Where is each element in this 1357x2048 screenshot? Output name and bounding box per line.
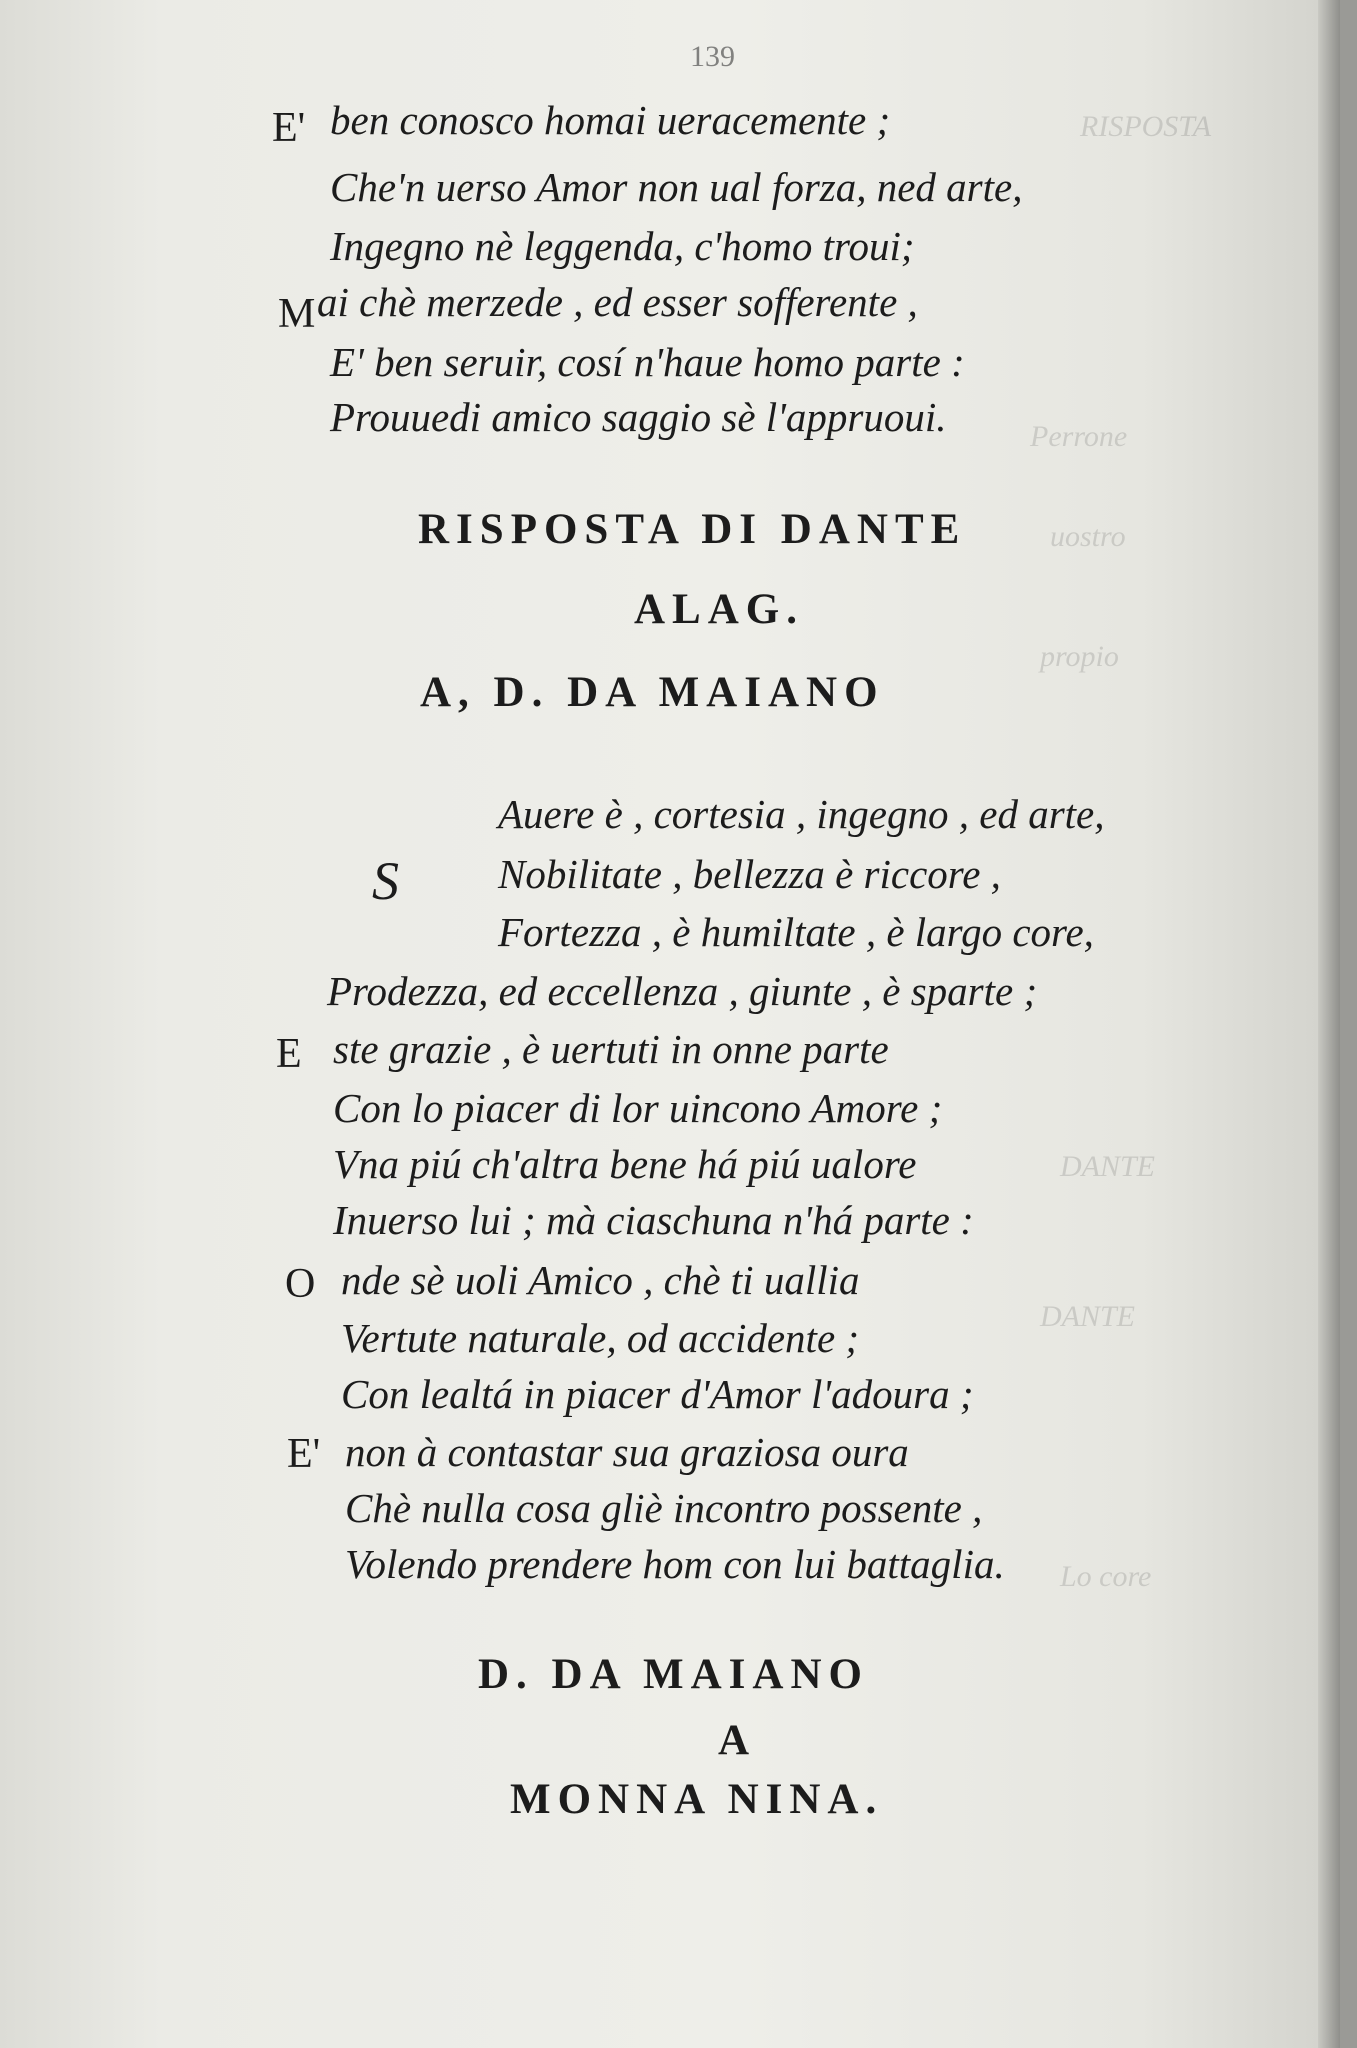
show-through: RISPOSTA [1080,110,1212,143]
verse-line: nde sè uoli Amico , chè ti uallia [341,1257,860,1303]
initial-letter: O [285,1261,316,1307]
verse-line: Inuerso lui ; mà ciaschuna n'há parte : [333,1197,974,1243]
verse-line: Che'n uerso Amor non ual forza, ned arte, [330,164,1023,210]
show-through: uostro [1050,520,1126,553]
initial-letter: E [276,1031,302,1077]
verse-line: ai chè merzede , ed esser sofferente , [317,279,918,325]
initial-letter: S [372,851,399,911]
verse-line: Auere è , cortesia , ingegno , ed arte, [498,791,1105,837]
initial-letter: E' [287,1431,321,1477]
section-heading: MONNA NINA. [510,1776,884,1823]
section-heading: D. DA MAIANO [478,1651,869,1698]
verse-line: Nobilitate , bellezza è riccore , [498,851,1001,897]
verse-line: Con lo piacer di lor uincono Amore ; [333,1085,943,1131]
show-through: propio [1040,640,1119,673]
initial-letter: E' [272,105,306,151]
verse-line: non à contastar sua graziosa oura [345,1429,909,1475]
section-heading: A [718,1717,757,1764]
verse-line: Con lealtá in piacer d'Amor l'adoura ; [341,1371,974,1417]
show-through: Lo core [1060,1560,1152,1593]
verse-line: Ingegno nè leggenda, c'homo troui; [330,223,915,269]
section-heading: RISPOSTA DI DANTE [418,506,967,553]
verse-line: Volendo prendere hom con lui battaglia. [345,1541,1005,1587]
verse-line: Chè nulla cosa gliè incontro possente , [345,1485,983,1531]
verse-line: ben conosco homai ueracemente ; [330,97,891,143]
show-through: DANTE [1060,1150,1156,1183]
verse-line: Vertute naturale, od accidente ; [341,1315,860,1361]
verse-line: E' ben seruir, cosí n'haue homo parte : [330,339,965,385]
show-through: DANTE [1040,1300,1136,1333]
verse-line: Prouuedi amico saggio sè l'appruoui. [330,394,947,440]
initial-letter: M [278,291,316,337]
section-heading: ALAG. [634,586,804,633]
verse-line: Vna piú ch'altra bene há piú ualore [333,1141,917,1187]
page-edge [1318,0,1340,2048]
verse-line: Prodezza, ed eccellenza , giunte , è sparte ; [327,968,1038,1014]
section-heading: A, D. DA MAIANO [420,669,885,716]
verse-line: ste grazie , è uertuti in onne parte [333,1026,889,1072]
folio-number: 139 [690,40,735,73]
verse-line: Fortezza , è humiltate , è largo core, [498,909,1094,955]
show-through: Perrone [1030,420,1128,453]
